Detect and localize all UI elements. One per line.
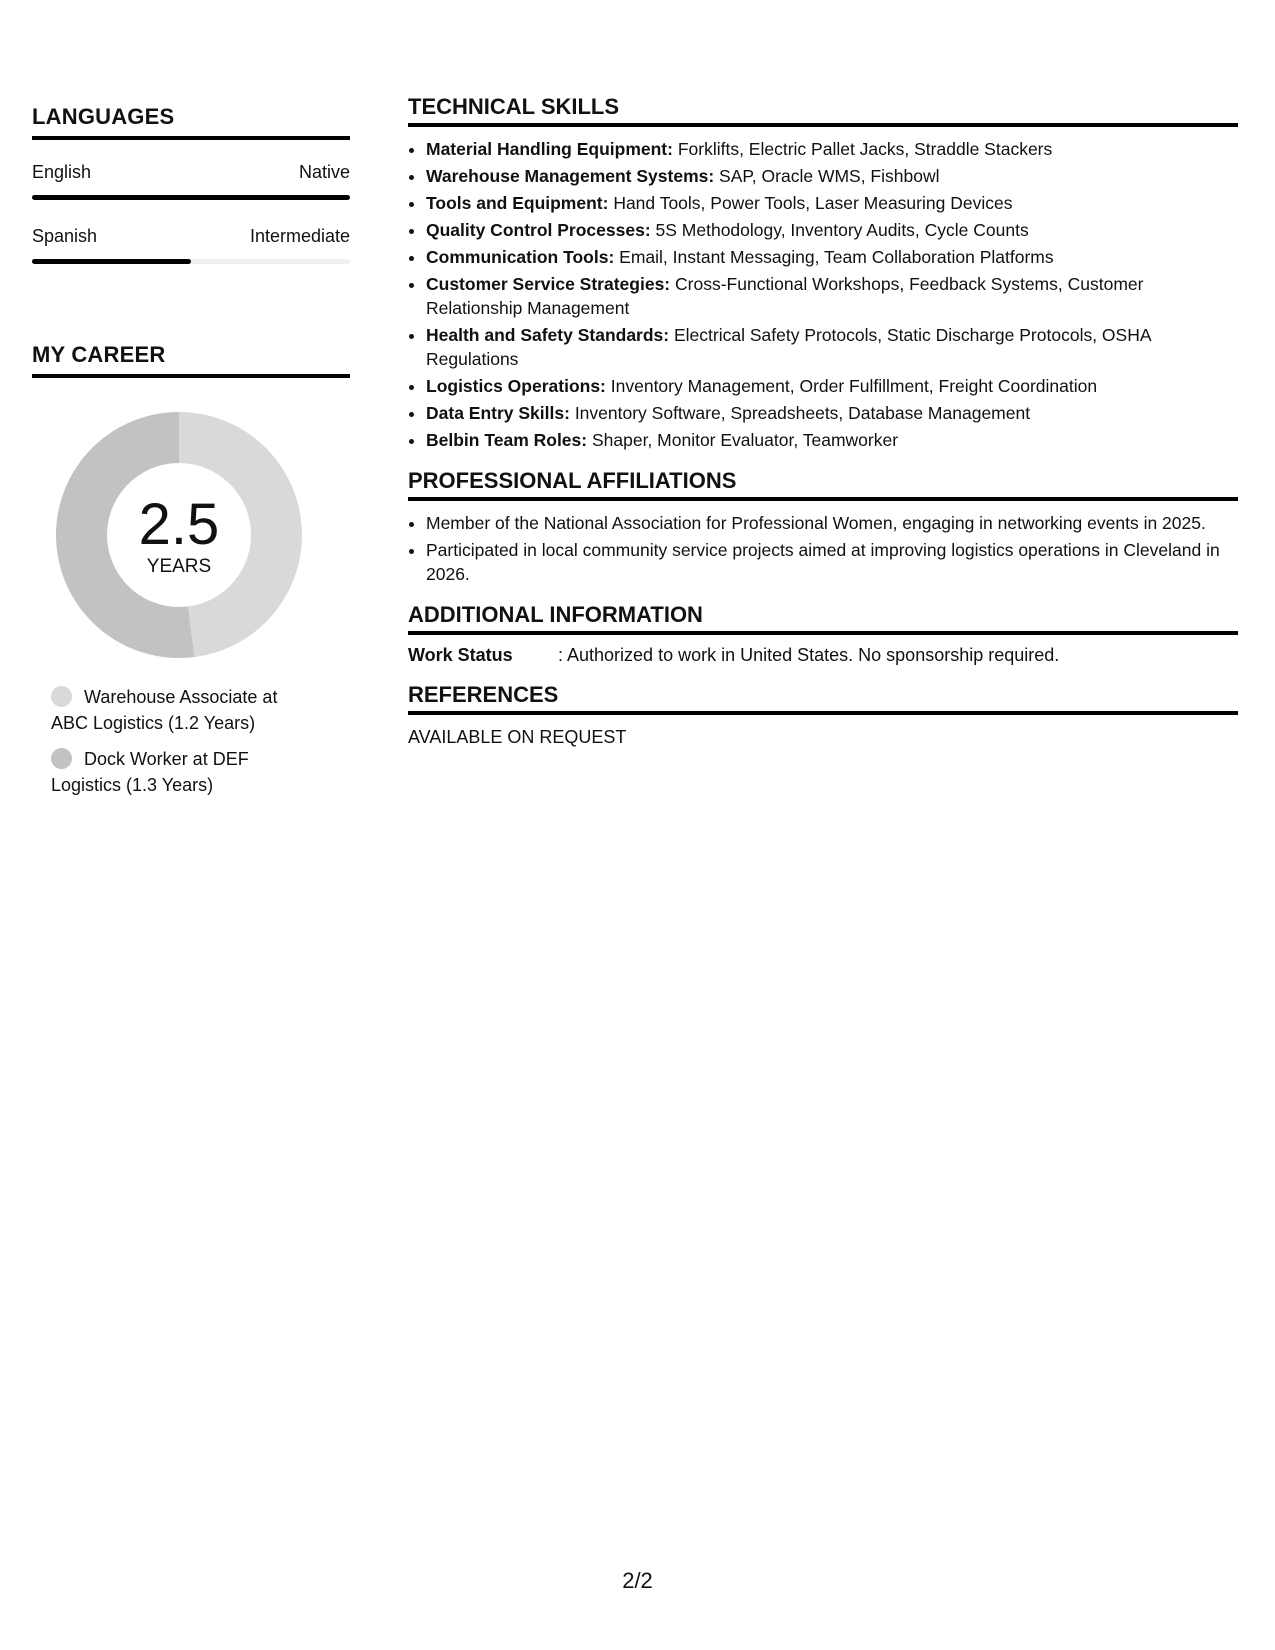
skill-label: Warehouse Management Systems: (426, 166, 715, 186)
work-status-value: : Authorized to work in United States. No sponsorship required. (558, 645, 1060, 665)
skill-item (426, 164, 1238, 188)
skill-text: Shaper, Monitor Evaluator, Teamworker (587, 430, 899, 450)
skill-text: Inventory Management, Order Fulfillment, Freight Coordination (605, 376, 1098, 396)
language-bar-fill (32, 259, 191, 264)
skill-item (426, 374, 1238, 398)
skill-item (426, 401, 1238, 425)
skill-label: Logistics Operations: (426, 376, 606, 396)
language-level: Native (298, 162, 350, 182)
donut-center (56, 492, 302, 578)
affiliations-section (408, 468, 1238, 586)
skill-text: Cross-Functional Workshops, Feedback Systems, Customer Relationship Management (426, 274, 1144, 318)
legend-item (51, 746, 311, 798)
skill-text: 5S Methodology, Inventory Audits, Cycle Counts (650, 220, 1029, 240)
skill-label: Tools and Equipment: (426, 193, 609, 213)
skill-label: Quality Control Processes: (426, 220, 651, 240)
skill-text: Email, Instant Messaging, Team Collaboration Platforms (614, 247, 1054, 267)
skill-item (426, 191, 1238, 215)
technical-skills-section (408, 94, 1238, 452)
affiliation-item: • Participated in local community service projects aimed at improving logistics operations in Cleveland in 2026. (426, 538, 1238, 586)
career-donut-chart (56, 412, 302, 658)
affiliations-list (408, 511, 1238, 586)
skill-label: Belbin Team Roles: (426, 430, 588, 450)
work-status-label: Work Status (408, 645, 513, 665)
affiliations-heading: PROFESSIONAL AFFILIATIONS (408, 468, 1238, 501)
additional-info-heading: ADDITIONAL INFORMATION (408, 602, 1238, 635)
references-text: AVAILABLE ON REQUEST (408, 727, 627, 747)
language-english (32, 162, 350, 200)
career-legend (51, 684, 311, 798)
skill-label: Health and Safety Standards: (426, 325, 670, 345)
skill-text: Electrical Safety Protocols, Static Discharge Protocols, OSHA Regulations (426, 325, 1151, 369)
language-spanish (32, 226, 350, 264)
references-heading: REFERENCES (408, 682, 1238, 715)
skill-item (426, 428, 1238, 452)
skill-text: Forklifts, Electric Pallet Jacks, Straddle Stackers (672, 139, 1053, 159)
legend-label: Dock Worker at DEF Logistics (1.3 Years) (51, 749, 249, 795)
language-bar-fill (32, 195, 350, 200)
legend-dot-icon (51, 748, 72, 769)
language-bar (32, 259, 350, 264)
additional-info-section (408, 602, 1238, 666)
skill-item (426, 323, 1238, 371)
skill-text: Inventory Software, Spreadsheets, Database Management (569, 403, 1031, 423)
technical-skills-list (408, 137, 1238, 452)
references-section (408, 682, 1238, 748)
skill-item (426, 245, 1238, 269)
page-number: 2/2 (622, 1568, 653, 1593)
skill-label: Customer Service Strategies: (426, 274, 671, 294)
skill-item (426, 218, 1238, 242)
skill-label: Data Entry Skills: (426, 403, 570, 423)
career-total-value: 2.5 (138, 492, 220, 557)
right-column (408, 94, 1238, 764)
technical-skills-heading: TECHNICAL SKILLS (408, 94, 1238, 127)
career-heading: MY CAREER (32, 342, 350, 378)
language-row (32, 226, 350, 247)
career-total-unit: YEARS (146, 556, 212, 577)
legend-item (51, 684, 311, 736)
left-column (32, 104, 350, 808)
language-level: Intermediate (249, 226, 350, 246)
language-name: English (32, 162, 92, 182)
skill-label: Communication Tools: (426, 247, 615, 267)
skill-text: SAP, Oracle WMS, Fishbowl (714, 166, 940, 186)
skill-item (426, 272, 1238, 320)
skill-label: Material Handling Equipment: (426, 139, 673, 159)
language-name: Spanish (32, 226, 98, 246)
affiliation-item: • Member of the National Association for Professional Women, engaging in networking events in 2025. (426, 511, 1238, 535)
language-row (32, 162, 350, 183)
skill-item (426, 137, 1238, 161)
legend-dot-icon (51, 686, 72, 707)
language-bar (32, 195, 350, 200)
skill-text: Hand Tools, Power Tools, Laser Measuring Devices (608, 193, 1013, 213)
languages-heading: LANGUAGES (32, 104, 350, 140)
work-status-row (408, 645, 1238, 666)
legend-label: Warehouse Associate at ABC Logistics (1.2 Years) (51, 687, 278, 733)
